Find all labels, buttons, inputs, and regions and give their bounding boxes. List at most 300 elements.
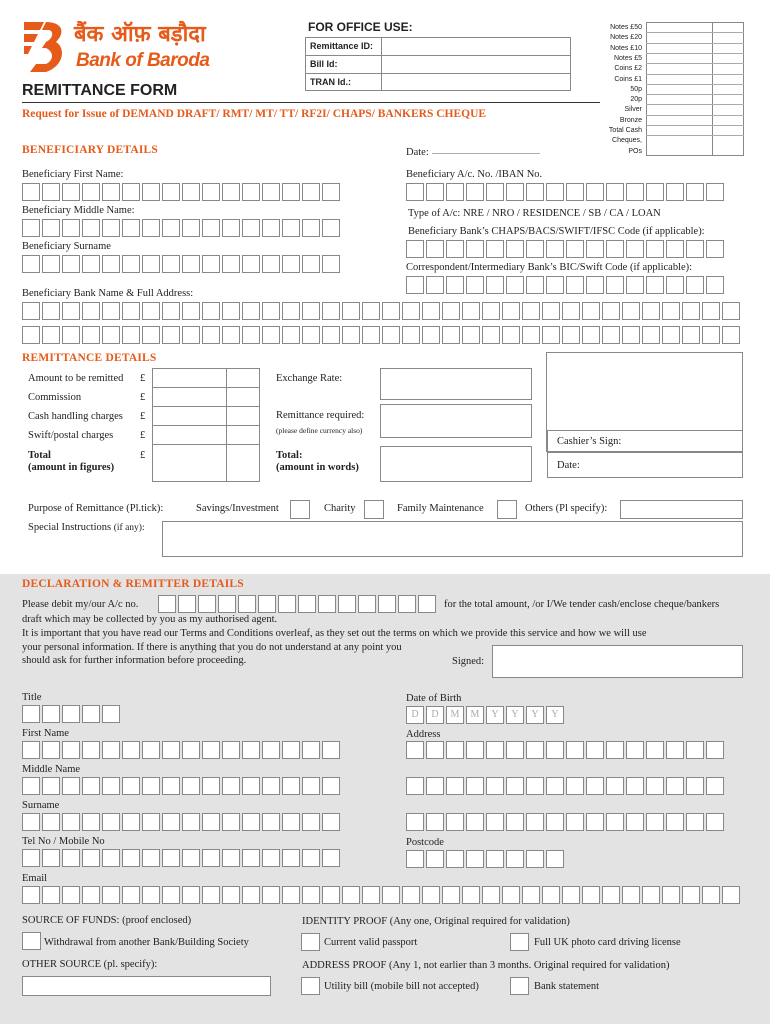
char-box[interactable]: [446, 741, 464, 759]
char-box[interactable]: [706, 240, 724, 258]
char-box[interactable]: [426, 276, 444, 294]
char-box[interactable]: [162, 255, 180, 273]
char-box[interactable]: [222, 326, 240, 344]
char-box[interactable]: [102, 705, 120, 723]
other-source-field[interactable]: [22, 976, 271, 996]
char-box[interactable]: [222, 741, 240, 759]
char-box[interactable]: [642, 302, 660, 320]
char-box[interactable]: [302, 219, 320, 237]
char-box[interactable]: [666, 240, 684, 258]
char-box[interactable]: [522, 302, 540, 320]
char-box[interactable]: [546, 183, 564, 201]
char-box[interactable]: [466, 741, 484, 759]
char-box[interactable]: [322, 849, 340, 867]
char-box[interactable]: [542, 326, 560, 344]
char-box[interactable]: [302, 886, 320, 904]
char-box[interactable]: [22, 741, 40, 759]
bank-statement-checkbox[interactable]: [510, 977, 529, 995]
char-box[interactable]: [702, 326, 720, 344]
address-boxes-row-2[interactable]: [406, 777, 724, 795]
char-box[interactable]: [282, 219, 300, 237]
char-box[interactable]: [142, 741, 160, 759]
char-box[interactable]: [666, 183, 684, 201]
char-box[interactable]: [82, 813, 100, 831]
char-box[interactable]: [506, 183, 524, 201]
remitter-surname-boxes[interactable]: [22, 813, 340, 831]
dob-box[interactable]: M: [466, 706, 484, 724]
char-box[interactable]: [182, 886, 200, 904]
char-box[interactable]: [258, 595, 276, 613]
char-box[interactable]: [262, 741, 280, 759]
char-box[interactable]: [686, 183, 704, 201]
char-box[interactable]: [62, 255, 80, 273]
char-box[interactable]: [686, 276, 704, 294]
char-box[interactable]: [566, 741, 584, 759]
char-box[interactable]: [202, 777, 220, 795]
char-box[interactable]: [502, 326, 520, 344]
title-boxes[interactable]: [22, 705, 120, 723]
char-box[interactable]: [22, 705, 40, 723]
char-box[interactable]: [62, 741, 80, 759]
char-box[interactable]: [82, 849, 100, 867]
bank-address-boxes-row-2[interactable]: [22, 326, 740, 344]
char-box[interactable]: [526, 741, 544, 759]
char-box[interactable]: [602, 302, 620, 320]
char-box[interactable]: [466, 240, 484, 258]
char-box[interactable]: [42, 302, 60, 320]
char-box[interactable]: [62, 886, 80, 904]
char-box[interactable]: [426, 183, 444, 201]
char-box[interactable]: [222, 777, 240, 795]
char-box[interactable]: [582, 302, 600, 320]
char-box[interactable]: [382, 886, 400, 904]
char-box[interactable]: [466, 183, 484, 201]
char-box[interactable]: [242, 302, 260, 320]
char-box[interactable]: [142, 813, 160, 831]
char-box[interactable]: [666, 813, 684, 831]
char-box[interactable]: [702, 302, 720, 320]
char-box[interactable]: [426, 240, 444, 258]
amount-remitted-field[interactable]: [153, 369, 259, 387]
char-box[interactable]: [462, 302, 480, 320]
char-box[interactable]: [22, 255, 40, 273]
char-box[interactable]: [406, 850, 424, 868]
char-box[interactable]: [506, 813, 524, 831]
char-box[interactable]: [506, 850, 524, 868]
char-box[interactable]: [706, 813, 724, 831]
char-box[interactable]: [442, 886, 460, 904]
char-box[interactable]: [222, 886, 240, 904]
char-box[interactable]: [282, 255, 300, 273]
total-words-field[interactable]: [380, 446, 532, 482]
char-box[interactable]: [122, 813, 140, 831]
char-box[interactable]: [546, 741, 564, 759]
char-box[interactable]: [646, 813, 664, 831]
char-box[interactable]: [466, 777, 484, 795]
char-box[interactable]: [102, 886, 120, 904]
char-box[interactable]: [62, 777, 80, 795]
char-box[interactable]: [566, 276, 584, 294]
char-box[interactable]: [466, 276, 484, 294]
char-box[interactable]: [486, 741, 504, 759]
email-boxes[interactable]: [22, 886, 740, 904]
char-box[interactable]: [102, 741, 120, 759]
char-box[interactable]: [722, 886, 740, 904]
char-box[interactable]: [142, 255, 160, 273]
char-box[interactable]: [202, 219, 220, 237]
char-box[interactable]: [606, 240, 624, 258]
char-box[interactable]: [62, 813, 80, 831]
char-box[interactable]: [182, 741, 200, 759]
char-box[interactable]: [526, 850, 544, 868]
char-box[interactable]: [262, 183, 280, 201]
char-box[interactable]: [582, 886, 600, 904]
char-box[interactable]: [82, 705, 100, 723]
purpose-savings-checkbox[interactable]: [290, 500, 310, 519]
char-box[interactable]: [562, 302, 580, 320]
remittance-id-field[interactable]: [382, 38, 570, 55]
char-box[interactable]: [682, 886, 700, 904]
char-box[interactable]: [42, 705, 60, 723]
char-box[interactable]: [462, 326, 480, 344]
char-box[interactable]: [418, 595, 436, 613]
char-box[interactable]: [322, 777, 340, 795]
char-box[interactable]: [706, 741, 724, 759]
char-box[interactable]: [122, 849, 140, 867]
char-box[interactable]: [526, 240, 544, 258]
char-box[interactable]: [62, 849, 80, 867]
char-box[interactable]: [122, 741, 140, 759]
char-box[interactable]: [666, 777, 684, 795]
dob-box[interactable]: Y: [546, 706, 564, 724]
beneficiary-middle-name-boxes[interactable]: [22, 219, 340, 237]
char-box[interactable]: [262, 813, 280, 831]
char-box[interactable]: [662, 886, 680, 904]
dob-box[interactable]: D: [406, 706, 424, 724]
char-box[interactable]: [486, 777, 504, 795]
char-box[interactable]: [42, 849, 60, 867]
char-box[interactable]: [202, 302, 220, 320]
char-box[interactable]: [506, 741, 524, 759]
dob-box[interactable]: Y: [486, 706, 504, 724]
char-box[interactable]: [586, 276, 604, 294]
char-box[interactable]: [302, 849, 320, 867]
char-box[interactable]: [182, 777, 200, 795]
char-box[interactable]: [162, 219, 180, 237]
char-box[interactable]: [238, 595, 256, 613]
char-box[interactable]: [122, 326, 140, 344]
dob-box[interactable]: Y: [526, 706, 544, 724]
char-box[interactable]: [606, 777, 624, 795]
char-box[interactable]: [562, 886, 580, 904]
char-box[interactable]: [646, 183, 664, 201]
char-box[interactable]: [162, 813, 180, 831]
char-box[interactable]: [686, 240, 704, 258]
debit-account-boxes[interactable]: [158, 595, 436, 613]
remitter-first-name-boxes[interactable]: [22, 741, 340, 759]
char-box[interactable]: [446, 183, 464, 201]
char-box[interactable]: [62, 219, 80, 237]
char-box[interactable]: [242, 886, 260, 904]
char-box[interactable]: [406, 777, 424, 795]
char-box[interactable]: [142, 777, 160, 795]
char-box[interactable]: [442, 326, 460, 344]
char-box[interactable]: [526, 183, 544, 201]
purpose-others-field[interactable]: [620, 500, 743, 519]
char-box[interactable]: [486, 813, 504, 831]
char-box[interactable]: [422, 302, 440, 320]
char-box[interactable]: [82, 886, 100, 904]
char-box[interactable]: [42, 183, 60, 201]
char-box[interactable]: [402, 326, 420, 344]
char-box[interactable]: [222, 813, 240, 831]
char-box[interactable]: [626, 183, 644, 201]
char-box[interactable]: [686, 741, 704, 759]
char-box[interactable]: [502, 302, 520, 320]
char-box[interactable]: [566, 777, 584, 795]
date-dots[interactable]: ......................................................: [432, 147, 540, 156]
purpose-family-checkbox[interactable]: [497, 500, 517, 519]
char-box[interactable]: [82, 741, 100, 759]
char-box[interactable]: [222, 849, 240, 867]
char-box[interactable]: [102, 255, 120, 273]
dob-box[interactable]: D: [426, 706, 444, 724]
withdrawal-checkbox[interactable]: [22, 932, 41, 950]
char-box[interactable]: [682, 302, 700, 320]
char-box[interactable]: [82, 183, 100, 201]
char-box[interactable]: [182, 813, 200, 831]
char-box[interactable]: [546, 240, 564, 258]
char-box[interactable]: [342, 326, 360, 344]
char-box[interactable]: [22, 302, 40, 320]
char-box[interactable]: [382, 326, 400, 344]
char-box[interactable]: [22, 813, 40, 831]
char-box[interactable]: [142, 183, 160, 201]
char-box[interactable]: [162, 183, 180, 201]
remitter-middle-name-boxes[interactable]: [22, 777, 340, 795]
char-box[interactable]: [322, 741, 340, 759]
char-box[interactable]: [586, 777, 604, 795]
char-box[interactable]: [606, 183, 624, 201]
char-box[interactable]: [322, 326, 340, 344]
char-box[interactable]: [82, 219, 100, 237]
char-box[interactable]: [22, 326, 40, 344]
char-box[interactable]: [62, 302, 80, 320]
char-box[interactable]: [642, 886, 660, 904]
char-box[interactable]: [526, 777, 544, 795]
tran-id-field[interactable]: [382, 74, 570, 90]
char-box[interactable]: [82, 326, 100, 344]
char-box[interactable]: [606, 276, 624, 294]
char-box[interactable]: [202, 255, 220, 273]
char-box[interactable]: [522, 886, 540, 904]
char-box[interactable]: [222, 219, 240, 237]
char-box[interactable]: [242, 326, 260, 344]
char-box[interactable]: [62, 183, 80, 201]
char-box[interactable]: [282, 741, 300, 759]
char-box[interactable]: [282, 886, 300, 904]
char-box[interactable]: [406, 741, 424, 759]
char-box[interactable]: [422, 326, 440, 344]
char-box[interactable]: [646, 240, 664, 258]
char-box[interactable]: [446, 276, 464, 294]
passport-checkbox[interactable]: [301, 933, 320, 951]
char-box[interactable]: [42, 777, 60, 795]
char-box[interactable]: [426, 850, 444, 868]
char-box[interactable]: [702, 886, 720, 904]
char-box[interactable]: [158, 595, 176, 613]
char-box[interactable]: [586, 183, 604, 201]
char-box[interactable]: [446, 777, 464, 795]
char-box[interactable]: [222, 302, 240, 320]
char-box[interactable]: [402, 886, 420, 904]
char-box[interactable]: [102, 813, 120, 831]
char-box[interactable]: [242, 255, 260, 273]
char-box[interactable]: [242, 183, 260, 201]
char-box[interactable]: [322, 813, 340, 831]
char-box[interactable]: [142, 302, 160, 320]
char-box[interactable]: [546, 777, 564, 795]
total-figures-field[interactable]: [153, 445, 259, 481]
char-box[interactable]: [406, 183, 424, 201]
char-box[interactable]: [646, 276, 664, 294]
char-box[interactable]: [42, 886, 60, 904]
beneficiary-account-boxes[interactable]: [406, 183, 724, 201]
char-box[interactable]: [662, 302, 680, 320]
special-instructions-field[interactable]: [162, 521, 743, 557]
char-box[interactable]: [362, 326, 380, 344]
char-box[interactable]: [398, 595, 416, 613]
char-box[interactable]: [282, 813, 300, 831]
char-box[interactable]: [686, 777, 704, 795]
char-box[interactable]: [342, 886, 360, 904]
char-box[interactable]: [362, 886, 380, 904]
swift-postal-field[interactable]: [153, 426, 259, 444]
char-box[interactable]: [486, 183, 504, 201]
beneficiary-first-name-boxes[interactable]: [22, 183, 340, 201]
char-box[interactable]: [586, 813, 604, 831]
char-box[interactable]: [162, 849, 180, 867]
char-box[interactable]: [302, 183, 320, 201]
postcode-boxes[interactable]: [406, 850, 564, 868]
commission-field[interactable]: [153, 388, 259, 406]
purpose-charity-checkbox[interactable]: [364, 500, 384, 519]
char-box[interactable]: [82, 777, 100, 795]
char-box[interactable]: [646, 777, 664, 795]
char-box[interactable]: [262, 219, 280, 237]
char-box[interactable]: [606, 813, 624, 831]
char-box[interactable]: [222, 183, 240, 201]
char-box[interactable]: [302, 813, 320, 831]
char-box[interactable]: [182, 849, 200, 867]
char-box[interactable]: [302, 777, 320, 795]
char-box[interactable]: [486, 240, 504, 258]
char-box[interactable]: [666, 276, 684, 294]
char-box[interactable]: [22, 219, 40, 237]
char-box[interactable]: [666, 741, 684, 759]
char-box[interactable]: [382, 302, 400, 320]
char-box[interactable]: [506, 240, 524, 258]
char-box[interactable]: [62, 326, 80, 344]
char-box[interactable]: [282, 183, 300, 201]
char-box[interactable]: [242, 777, 260, 795]
char-box[interactable]: [362, 302, 380, 320]
char-box[interactable]: [626, 777, 644, 795]
char-box[interactable]: [42, 326, 60, 344]
char-box[interactable]: [542, 886, 560, 904]
char-box[interactable]: [102, 777, 120, 795]
char-box[interactable]: [562, 326, 580, 344]
char-box[interactable]: [406, 276, 424, 294]
char-box[interactable]: [358, 595, 376, 613]
bank-address-boxes-row-1[interactable]: [22, 302, 740, 320]
char-box[interactable]: [202, 813, 220, 831]
char-box[interactable]: [302, 302, 320, 320]
char-box[interactable]: [142, 219, 160, 237]
char-box[interactable]: [198, 595, 216, 613]
char-box[interactable]: [482, 302, 500, 320]
char-box[interactable]: [162, 886, 180, 904]
char-box[interactable]: [462, 886, 480, 904]
char-box[interactable]: [526, 276, 544, 294]
char-box[interactable]: [706, 276, 724, 294]
char-box[interactable]: [706, 183, 724, 201]
char-box[interactable]: [642, 326, 660, 344]
char-box[interactable]: [322, 219, 340, 237]
char-box[interactable]: [42, 741, 60, 759]
char-box[interactable]: [322, 183, 340, 201]
char-box[interactable]: [262, 777, 280, 795]
char-box[interactable]: [178, 595, 196, 613]
char-box[interactable]: [706, 777, 724, 795]
char-box[interactable]: [626, 276, 644, 294]
char-box[interactable]: [626, 813, 644, 831]
char-box[interactable]: [446, 240, 464, 258]
char-box[interactable]: [202, 326, 220, 344]
char-box[interactable]: [506, 777, 524, 795]
char-box[interactable]: [566, 240, 584, 258]
char-box[interactable]: [446, 813, 464, 831]
char-box[interactable]: [102, 849, 120, 867]
char-box[interactable]: [102, 326, 120, 344]
char-box[interactable]: [182, 183, 200, 201]
char-box[interactable]: [122, 777, 140, 795]
char-box[interactable]: [586, 240, 604, 258]
char-box[interactable]: [566, 183, 584, 201]
address-boxes-row-1[interactable]: [406, 741, 724, 759]
char-box[interactable]: [622, 886, 640, 904]
char-box[interactable]: [546, 276, 564, 294]
char-box[interactable]: [242, 813, 260, 831]
char-box[interactable]: [262, 255, 280, 273]
char-box[interactable]: [122, 255, 140, 273]
char-box[interactable]: [406, 240, 424, 258]
char-box[interactable]: [502, 886, 520, 904]
char-box[interactable]: [322, 255, 340, 273]
char-box[interactable]: [586, 741, 604, 759]
char-box[interactable]: [646, 741, 664, 759]
char-box[interactable]: [426, 813, 444, 831]
char-box[interactable]: [582, 326, 600, 344]
char-box[interactable]: [298, 595, 316, 613]
char-box[interactable]: [522, 326, 540, 344]
char-box[interactable]: [162, 302, 180, 320]
beneficiary-surname-boxes[interactable]: [22, 255, 340, 273]
char-box[interactable]: [218, 595, 236, 613]
char-box[interactable]: [602, 886, 620, 904]
char-box[interactable]: [302, 255, 320, 273]
char-box[interactable]: [546, 850, 564, 868]
